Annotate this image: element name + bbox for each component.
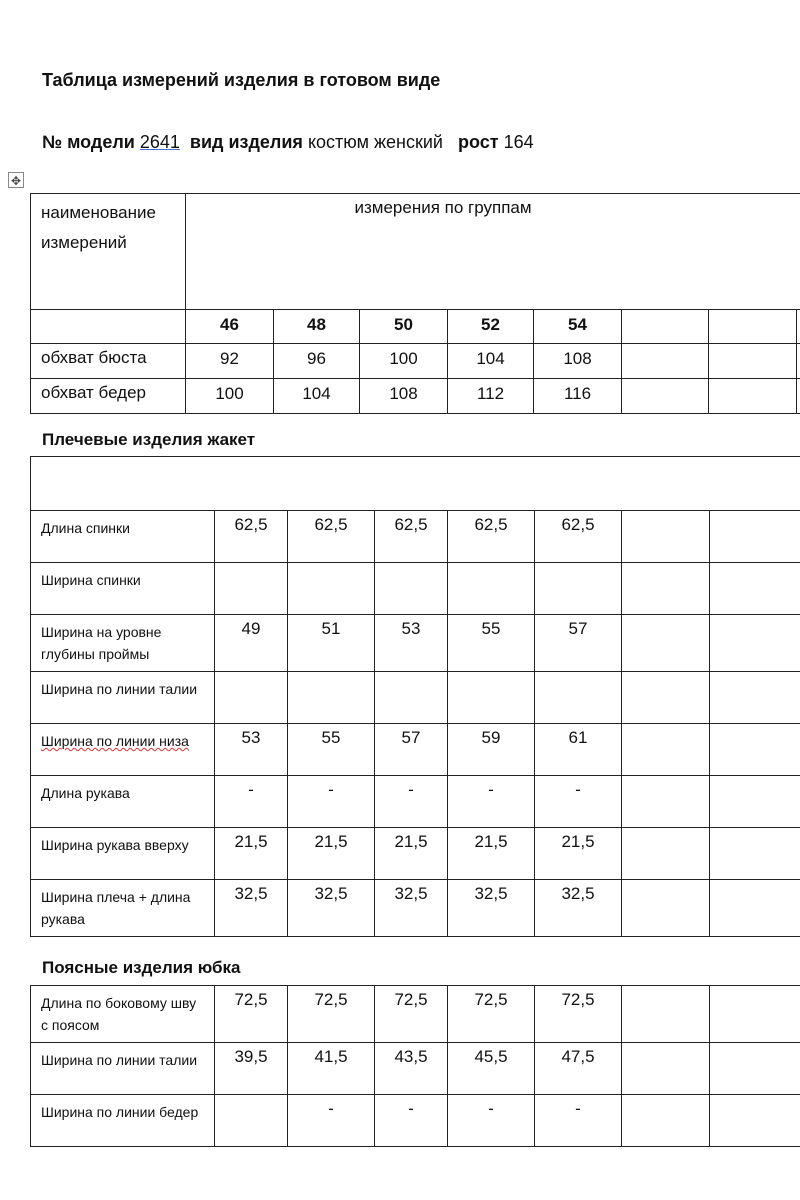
value-cell (710, 828, 800, 880)
value-cell (622, 880, 710, 937)
value-cell: 62,5 (375, 511, 448, 563)
jacket-table (30, 456, 800, 937)
row-label: Ширина спинки (31, 563, 215, 615)
value-cell: - (288, 776, 375, 828)
value-cell (710, 724, 800, 776)
size-cell (797, 310, 800, 344)
size-cell: 50 (360, 310, 448, 344)
main-measurements-table (30, 193, 800, 414)
value-cell (448, 672, 535, 724)
value-cell: 41,5 (288, 1043, 375, 1095)
row-label: Ширина по линии талии (31, 672, 215, 724)
value-cell: 108 (360, 379, 448, 414)
group-header-cell (186, 194, 800, 310)
row-label: Ширина рукава вверху (31, 828, 215, 880)
value-cell (710, 1095, 800, 1147)
product-type-value: костюм женский (307, 132, 443, 152)
value-cell: 49 (215, 615, 288, 672)
value-cell (535, 672, 622, 724)
value-cell: 72,5 (375, 986, 448, 1043)
value-cell (710, 672, 800, 724)
value-cell: 32,5 (288, 880, 375, 937)
value-cell: 53 (215, 724, 288, 776)
value-cell (710, 1043, 800, 1095)
value-cell: 72,5 (215, 986, 288, 1043)
skirt-table (30, 985, 800, 1147)
size-cell: 46 (186, 310, 274, 344)
value-cell: 62,5 (215, 511, 288, 563)
value-cell: 43,5 (375, 1043, 448, 1095)
row-label: Ширина на уровне глубины проймы (31, 615, 215, 672)
value-cell: 21,5 (375, 828, 448, 880)
value-cell: 72,5 (535, 986, 622, 1043)
value-cell: 21,5 (448, 828, 535, 880)
size-cell (622, 310, 709, 344)
value-cell (622, 615, 710, 672)
size-cell (709, 310, 797, 344)
value-cell: - (375, 1095, 448, 1147)
value-cell (288, 563, 375, 615)
row-label: Ширина плеча + длина рукава (31, 880, 215, 937)
value-cell: 116 (534, 379, 622, 414)
value-cell: - (215, 776, 288, 828)
value-cell (622, 344, 709, 379)
value-cell: 53 (375, 615, 448, 672)
height-value: 164 (503, 132, 534, 152)
value-cell: 32,5 (535, 880, 622, 937)
value-cell: 32,5 (375, 880, 448, 937)
value-cell: 57 (375, 724, 448, 776)
value-cell: 108 (534, 344, 622, 379)
value-cell: 62,5 (448, 511, 535, 563)
table-move-handle-icon[interactable]: ✥ (8, 172, 24, 188)
row-label: обхват бюста (31, 344, 186, 379)
value-cell: 104 (448, 344, 534, 379)
value-cell: 21,5 (535, 828, 622, 880)
value-cell (375, 672, 448, 724)
value-cell: 61 (535, 724, 622, 776)
row-label: Ширина по линии бедер (31, 1095, 215, 1147)
row-label: обхват бедер (31, 379, 186, 414)
row-label: Ширина по линии низа (31, 724, 215, 776)
value-cell: 32,5 (215, 880, 288, 937)
value-cell: - (375, 776, 448, 828)
value-cell (710, 563, 800, 615)
value-cell (797, 379, 800, 414)
skirt-section-title: Поясные изделия юбка (42, 958, 241, 977)
name-header-cell (31, 194, 186, 310)
value-cell: 72,5 (448, 986, 535, 1043)
value-cell (710, 986, 800, 1043)
value-cell (535, 563, 622, 615)
model-number-value: 2641 (139, 132, 180, 152)
value-cell (709, 344, 797, 379)
value-cell (622, 379, 709, 414)
product-type-label: вид изделия (189, 132, 303, 152)
value-cell: 32,5 (448, 880, 535, 937)
value-cell (215, 672, 288, 724)
value-cell: 21,5 (215, 828, 288, 880)
value-cell: 72,5 (288, 986, 375, 1043)
value-cell (710, 880, 800, 937)
height-label: рост (457, 132, 499, 152)
value-cell: 21,5 (288, 828, 375, 880)
group-header: измерения по группам (354, 198, 532, 217)
value-cell (288, 672, 375, 724)
value-cell (375, 563, 448, 615)
value-cell: 96 (274, 344, 360, 379)
value-cell (710, 615, 800, 672)
value-cell (622, 776, 710, 828)
jacket-section-title: Плечевые изделия жакет (42, 430, 256, 449)
value-cell (622, 1095, 710, 1147)
value-cell: - (448, 776, 535, 828)
value-cell (710, 511, 800, 563)
value-cell: - (535, 1095, 622, 1147)
model-info-line (42, 132, 534, 153)
size-cell: 48 (274, 310, 360, 344)
jacket-header-blank (31, 457, 800, 511)
row-label: Длина спинки (31, 511, 215, 563)
value-cell (215, 1095, 288, 1147)
row-label: Длина рукава (31, 776, 215, 828)
value-cell (622, 672, 710, 724)
page-title: Таблица измерений изделия в готовом виде (42, 70, 441, 90)
size-cell: 54 (534, 310, 622, 344)
value-cell: 51 (288, 615, 375, 672)
value-cell (622, 511, 710, 563)
value-cell: - (535, 776, 622, 828)
value-cell: 55 (448, 615, 535, 672)
value-cell (710, 776, 800, 828)
model-number-label: № модели (42, 132, 135, 152)
row-label: Ширина по линии талии (31, 1043, 215, 1095)
value-cell (448, 563, 535, 615)
value-cell: 112 (448, 379, 534, 414)
value-cell: 45,5 (448, 1043, 535, 1095)
value-cell: 55 (288, 724, 375, 776)
value-cell (797, 344, 800, 379)
size-cell: 52 (448, 310, 534, 344)
value-cell (215, 563, 288, 615)
value-cell: 57 (535, 615, 622, 672)
value-cell (622, 986, 710, 1043)
value-cell: 92 (186, 344, 274, 379)
value-cell: 59 (448, 724, 535, 776)
value-cell: 47,5 (535, 1043, 622, 1095)
value-cell: - (448, 1095, 535, 1147)
value-cell: 100 (360, 344, 448, 379)
value-cell: - (288, 1095, 375, 1147)
value-cell: 39,5 (215, 1043, 288, 1095)
value-cell: 104 (274, 379, 360, 414)
value-cell: 62,5 (535, 511, 622, 563)
value-cell (709, 379, 797, 414)
row-label: Длина по боковому шву с поясом (31, 986, 215, 1043)
value-cell (622, 724, 710, 776)
name-header: наименование измерений (41, 203, 156, 252)
value-cell (622, 828, 710, 880)
sizes-blank-cell (31, 310, 186, 344)
value-cell: 100 (186, 379, 274, 414)
value-cell (622, 563, 710, 615)
value-cell: 62,5 (288, 511, 375, 563)
value-cell (622, 1043, 710, 1095)
